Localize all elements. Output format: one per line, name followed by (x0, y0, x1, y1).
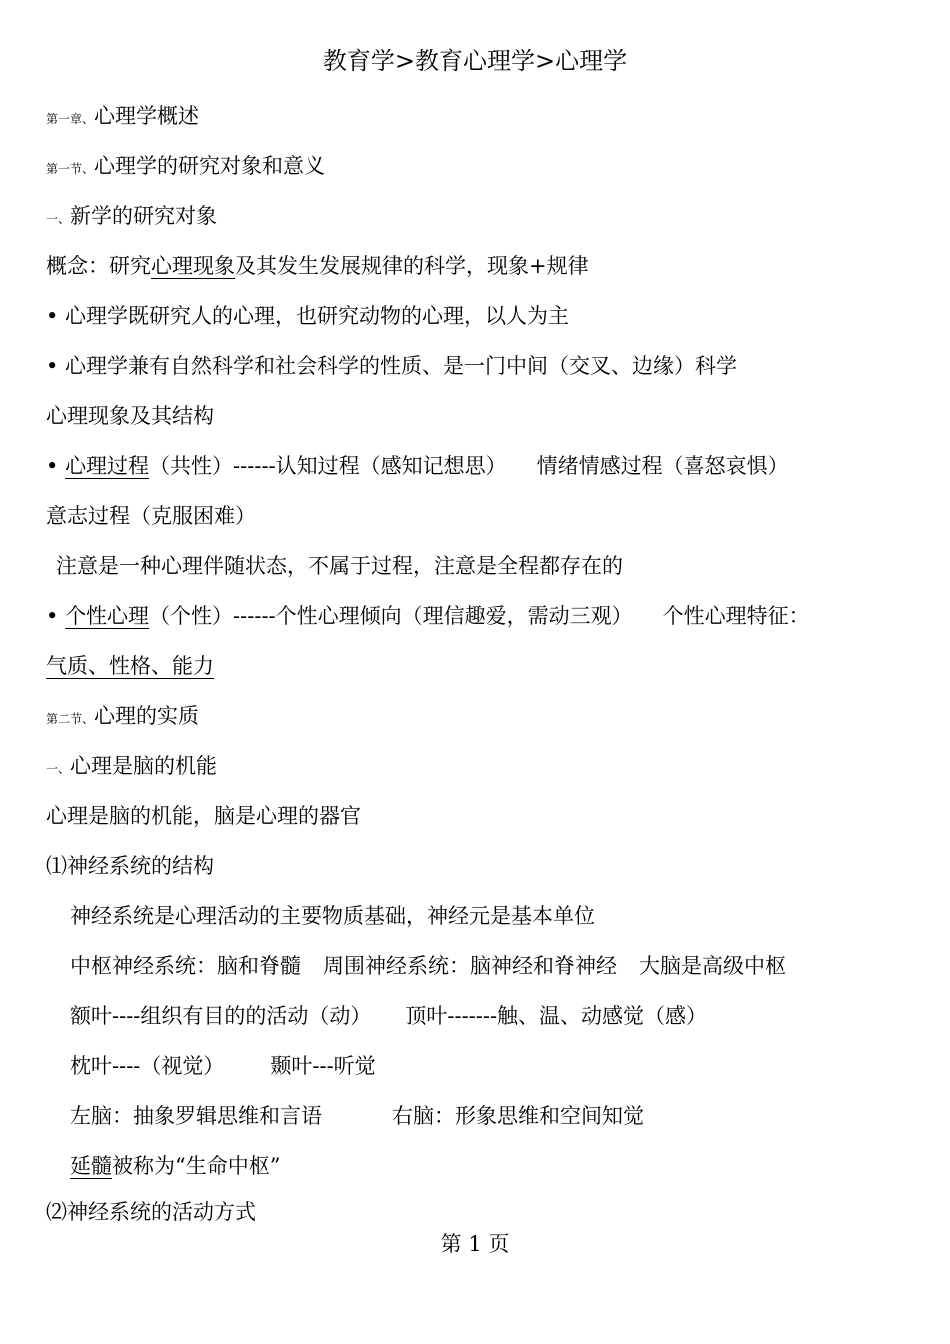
process-desc: （共性）------认知过程（感知记想思） (149, 454, 507, 478)
subsection2-heading (46, 751, 217, 784)
personality-desc: （个性）------个性心理倾向（理信趣爱，需动三观） (149, 604, 633, 628)
personality-term: 个性心理 (65, 604, 150, 628)
occipital-lobe: 枕叶----（视觉） (70, 1054, 225, 1078)
section1-heading (46, 151, 325, 184)
subsection1-prefix: 一、 (46, 212, 71, 226)
left-brain: 左脑：抽象罗辑思维和言语 (70, 1104, 322, 1128)
lobes-line-2 (70, 1051, 376, 1081)
chapter-prefix: 第一章、 (46, 112, 95, 126)
page-number: 第 1 页 (440, 1232, 510, 1256)
chapter-text: 心理学概述 (94, 104, 200, 128)
emotion-process: 情绪情感过程（喜怒哀惧） (536, 454, 789, 478)
process-line (46, 451, 789, 481)
subsection1-heading (46, 201, 217, 234)
section2-text: 心理的实质 (94, 704, 200, 728)
section1-text: 心理学的研究对象和意义 (94, 154, 326, 178)
subsection2-text: 心理是脑的机能 (70, 754, 218, 778)
page-title: 教育学>教育心理学>心理学 (322, 47, 628, 75)
subsection2-prefix: 一、 (46, 762, 71, 776)
bullet-mark: • (46, 604, 66, 628)
parietal-lobe: 顶叶-------触、温、动感觉（感） (405, 1004, 708, 1028)
lobes-line-1 (70, 1001, 707, 1031)
concept-rest: 及其发生发展规律的科学，现象+规律 (235, 254, 589, 278)
medulla-line (70, 1151, 280, 1181)
temporal-lobe: 颞叶---听觉 (270, 1054, 376, 1078)
concept-lead: 概念：研究 (46, 254, 151, 278)
personality-continuation (46, 651, 214, 681)
concept-line (46, 251, 589, 281)
hemispheres-line (70, 1101, 644, 1131)
section2-heading (46, 701, 199, 734)
medulla-desc: 被称为“生命中枢” (112, 1154, 281, 1178)
section1-prefix: 第一节、 (46, 162, 95, 176)
section2-prefix: 第二节、 (46, 712, 95, 726)
structure-heading: 心理现象及其结构 (46, 404, 214, 428)
right-brain: 右脑：形象思维和空间知觉 (392, 1104, 644, 1128)
frontal-lobe: 额叶----组织有目的的活动（动） (70, 1004, 372, 1028)
attention-note: 注意是一种心理伴随状态，不属于过程，注意是全程都存在的 (56, 554, 623, 578)
personality-traits: 气质、性格、能力 (46, 654, 214, 678)
personality-traits-label: 个性心理特征： (662, 604, 810, 628)
process-continuation: 意志过程（克服困难） (46, 504, 256, 528)
ns-basis-line: 神经系统是心理活动的主要物质基础，神经元是基本单位 (70, 904, 595, 928)
chapter-heading (46, 101, 199, 134)
cerebrum-note: 大脑是高级中枢 (639, 954, 786, 978)
bullet-item: • 心理学既研究人的心理，也研究动物的心理，以人为主 (46, 304, 570, 328)
ns-activity-heading: ⑵神经系统的活动方式 (46, 1200, 256, 1224)
central-ns: 中枢神经系统：脑和脊髓 (70, 954, 301, 978)
process-term: 心理过程 (65, 454, 150, 478)
ns-structure-heading: ⑴神经系统的结构 (46, 854, 214, 878)
personality-line (46, 601, 810, 631)
concept-term: 心理现象 (151, 254, 235, 278)
subsection1-text: 新学的研究对象 (70, 204, 218, 228)
brain-function-line: 心理是脑的机能，脑是心理的器官 (46, 804, 361, 828)
bullet-item: • 心理学兼有自然科学和社会科学的性质、是一门中间（交叉、边缘）科学 (46, 354, 738, 378)
medulla-term: 延髓 (70, 1154, 112, 1178)
ns-parts-line (70, 951, 786, 981)
bullet-mark: • (46, 454, 66, 478)
peripheral-ns: 周围神经系统：脑神经和脊神经 (323, 954, 617, 978)
